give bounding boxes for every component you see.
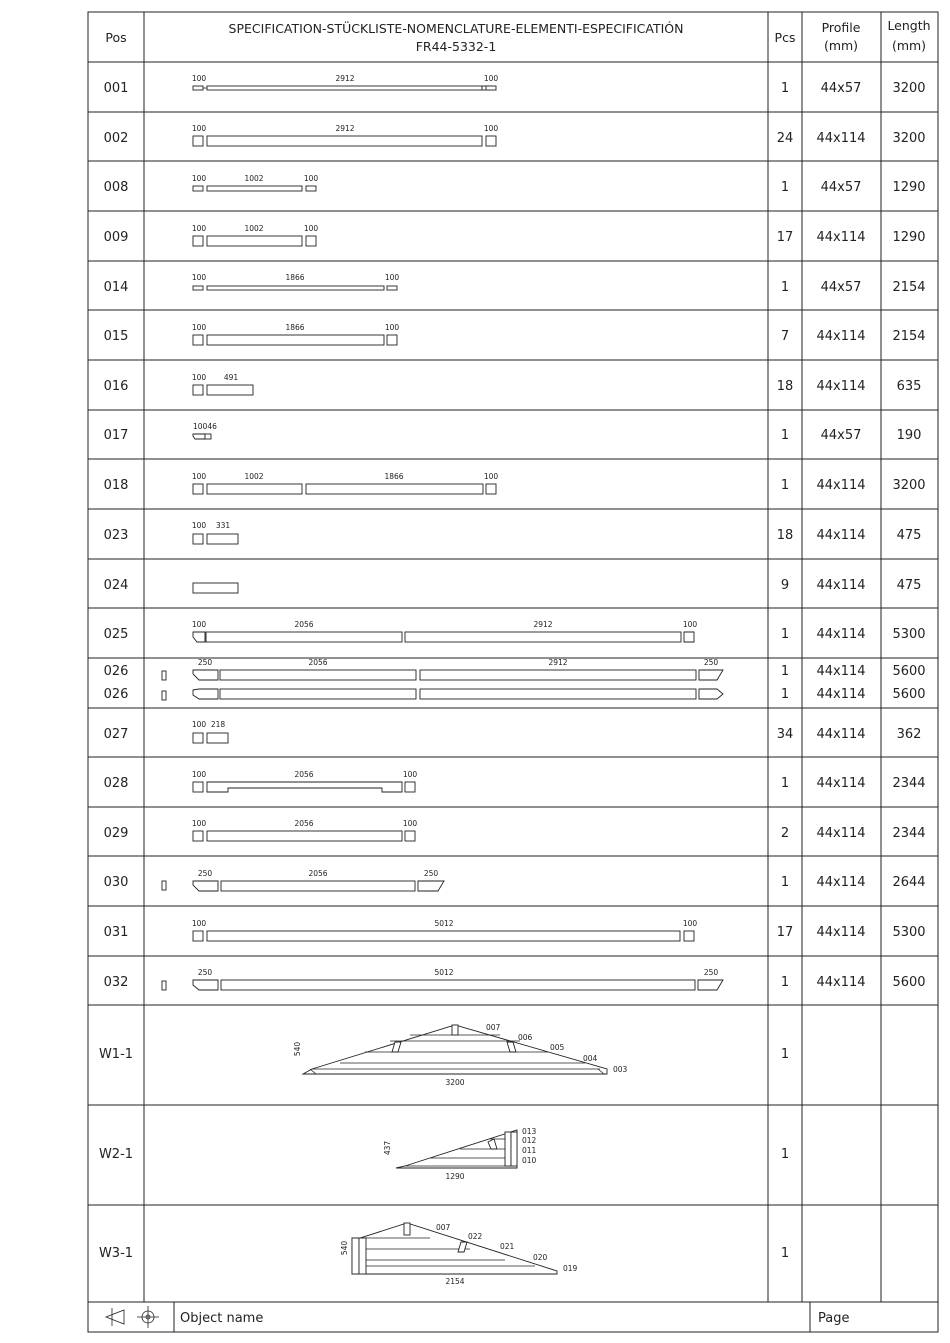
part-segment <box>193 335 203 345</box>
dimension-label: 100 <box>191 74 207 83</box>
row-pos: 023 <box>103 528 129 543</box>
dimension-label: 2056 <box>308 869 328 878</box>
dimension-label: 1866 <box>285 323 305 332</box>
height-dimension: 540 <box>340 1240 349 1256</box>
part-sketch <box>193 583 238 593</box>
row-profile: 44x114 <box>816 826 866 841</box>
member-label: 006 <box>518 1033 533 1042</box>
part-segment <box>207 86 482 90</box>
part-segment <box>193 286 203 290</box>
profile-section <box>162 881 166 890</box>
row-pos: 009 <box>103 230 129 245</box>
vertical-post <box>352 1238 359 1274</box>
row-length: 5600 <box>892 664 926 679</box>
row-profile: 44x114 <box>816 727 866 742</box>
header-drawing-number: FR44-5332-1 <box>415 39 497 54</box>
row-profile: 44x57 <box>820 81 862 96</box>
crosshair-icon <box>137 1306 159 1328</box>
row-length: 362 <box>896 727 922 742</box>
part-segment <box>193 689 218 699</box>
dimension-label: 100 <box>191 620 207 629</box>
parts-table <box>88 62 938 1205</box>
member-label: 012 <box>522 1136 537 1145</box>
dimension-label: 1002 <box>244 174 264 183</box>
row-length: 5300 <box>892 925 926 940</box>
dimension-label: 2912 <box>548 658 568 667</box>
king-post <box>452 1025 458 1035</box>
header-length: Length <box>887 18 931 33</box>
part-segment <box>193 236 203 246</box>
row-pcs: 1 <box>780 428 790 443</box>
profile-section <box>162 691 166 700</box>
dimension-label: 218 <box>210 720 226 729</box>
assembly-pos: W1-1 <box>98 1047 134 1062</box>
row-pcs: 1 <box>780 478 790 493</box>
page-label: Page <box>818 1311 850 1326</box>
row-length: 5300 <box>892 627 926 642</box>
row-pcs: 7 <box>780 329 790 344</box>
row-pcs: 1 <box>780 687 790 702</box>
dimension-label: 100 <box>682 919 698 928</box>
part-segment <box>486 136 496 146</box>
width-dimension: 2154 <box>445 1277 465 1286</box>
row-length: 2154 <box>892 329 926 344</box>
part-segment <box>193 782 203 792</box>
dimension-label: 100 <box>303 224 319 233</box>
part-segment <box>207 931 680 941</box>
member-label: 007 <box>436 1223 451 1232</box>
row-length: 475 <box>896 528 922 543</box>
dimension-label: 250 <box>423 869 439 878</box>
dimension-label: 100 <box>384 273 400 282</box>
part-segment <box>207 385 253 395</box>
part-sketch <box>192 819 418 841</box>
row-length: 2644 <box>892 875 926 890</box>
row-pcs: 1 <box>780 180 790 195</box>
member-label: 007 <box>486 1023 501 1032</box>
part-sketch <box>162 968 723 990</box>
truss-drawing <box>340 1223 578 1286</box>
row-profile: 44x57 <box>820 280 862 295</box>
row-profile: 44x114 <box>816 379 866 394</box>
part-segment <box>206 632 402 642</box>
profile-section <box>162 981 166 990</box>
width-dimension: 1290 <box>445 1172 465 1181</box>
row-profile: 44x114 <box>816 875 866 890</box>
assembly-table <box>99 1023 789 1286</box>
row-pos: 032 <box>103 975 129 990</box>
part-segment <box>193 434 205 439</box>
row-pos: 027 <box>103 727 129 742</box>
part-segment <box>306 236 316 246</box>
row-pos: 024 <box>103 578 129 593</box>
row-profile: 44x114 <box>816 627 866 642</box>
row-length: 5600 <box>892 687 926 702</box>
member-label: 011 <box>522 1146 537 1155</box>
part-segment <box>207 286 384 290</box>
row-profile: 44x114 <box>816 329 866 344</box>
row-pcs: 2 <box>780 826 790 841</box>
part-segment <box>207 733 228 743</box>
part-sketch <box>192 224 319 246</box>
member-label: 021 <box>500 1242 515 1251</box>
part-sketch <box>192 770 418 792</box>
row-length: 2344 <box>892 776 926 791</box>
dimension-label: 250 <box>703 658 719 667</box>
row-profile: 44x114 <box>816 925 866 940</box>
row-length: 635 <box>896 379 922 394</box>
part-segment <box>405 782 415 792</box>
row-pos: 008 <box>103 180 129 195</box>
dimension-label: 5012 <box>434 919 454 928</box>
dimension-label: 2056 <box>308 658 328 667</box>
vertical-post <box>359 1238 366 1274</box>
projection-symbol-icon <box>106 1308 124 1326</box>
dimension-label: 2056 <box>294 620 314 629</box>
member-label: 019 <box>563 1264 578 1273</box>
part-segment <box>193 186 203 191</box>
part-segment <box>207 335 384 345</box>
row-pcs: 34 <box>776 727 794 742</box>
row-length: 475 <box>896 578 922 593</box>
dimension-label: 100 <box>682 620 698 629</box>
part-segment <box>193 534 203 544</box>
header-pos: Pos <box>105 30 127 45</box>
assembly-pcs: 1 <box>780 1047 790 1062</box>
dimension-label: 100 <box>191 174 207 183</box>
row-pos: 001 <box>103 81 129 96</box>
dimension-label: 2056 <box>294 770 314 779</box>
row-pcs: 1 <box>780 627 790 642</box>
row-pos: 026 <box>103 664 129 679</box>
row-profile: 44x114 <box>816 664 866 679</box>
truss-drawing <box>293 1023 628 1087</box>
header-length-unit: (mm) <box>891 38 927 53</box>
member-label: 022 <box>468 1232 483 1241</box>
part-sketch <box>192 620 698 642</box>
part-segment <box>306 186 316 191</box>
part-segment <box>193 86 203 90</box>
king-post <box>404 1223 410 1235</box>
dimension-label: 100 <box>191 472 207 481</box>
row-pcs: 1 <box>780 975 790 990</box>
row-length: 2344 <box>892 826 926 841</box>
dimension-label: 100 <box>191 124 207 133</box>
row-profile: 44x114 <box>816 687 866 702</box>
row-pcs: 1 <box>780 664 790 679</box>
row-pos: 014 <box>103 280 129 295</box>
part-segment <box>207 186 302 191</box>
row-pcs: 17 <box>776 230 794 245</box>
row-length: 3200 <box>892 81 926 96</box>
row-pos: 016 <box>103 379 129 394</box>
title-block <box>88 1302 938 1332</box>
dimension-label: 100 <box>191 770 207 779</box>
dimension-label: 100 <box>402 770 418 779</box>
part-segment <box>193 670 218 680</box>
dimension-label: 100 <box>191 919 207 928</box>
part-segment <box>420 670 696 680</box>
vertical-post <box>505 1132 511 1166</box>
row-pcs: 17 <box>776 925 794 940</box>
part-segment <box>684 632 694 642</box>
member-label: 004 <box>583 1054 598 1063</box>
assembly-pcs: 1 <box>780 1246 790 1261</box>
dimension-label: 100 <box>191 819 207 828</box>
truss-drawing <box>383 1127 537 1181</box>
row-pos: 025 <box>103 627 129 642</box>
row-length: 1290 <box>892 230 926 245</box>
part-segment <box>221 881 415 891</box>
part-sketch <box>162 658 723 700</box>
part-segment <box>193 733 203 743</box>
part-segment <box>193 632 205 642</box>
dimension-label: 100 <box>483 472 499 481</box>
row-pos: 018 <box>103 478 129 493</box>
row-profile: 44x114 <box>816 478 866 493</box>
part-segment <box>387 335 397 345</box>
row-pcs: 1 <box>780 280 790 295</box>
header-profile: Profile <box>821 20 861 35</box>
dimension-label: 1866 <box>285 273 305 282</box>
part-sketch <box>192 124 499 146</box>
table-header <box>105 18 930 54</box>
row-pcs: 1 <box>780 875 790 890</box>
row-profile: 44x114 <box>816 776 866 791</box>
dimension-label: 100 <box>402 819 418 828</box>
row-length: 5600 <box>892 975 926 990</box>
row-profile: 44x114 <box>816 131 866 146</box>
member-label: 005 <box>550 1043 565 1052</box>
part-segment <box>699 689 723 699</box>
part-sketch <box>192 720 228 743</box>
table-row <box>104 428 922 443</box>
dimension-label: 10046 <box>193 422 217 431</box>
dimension-label: 100 <box>303 174 319 183</box>
object-name-label: Object name <box>180 1311 264 1326</box>
dimension-label: 1002 <box>244 224 264 233</box>
part-segment <box>405 632 681 642</box>
row-pos: 015 <box>103 329 129 344</box>
row-pos: 026 <box>103 687 129 702</box>
part-segment <box>207 484 302 494</box>
row-profile: 44x57 <box>820 428 862 443</box>
row-profile: 44x57 <box>820 180 862 195</box>
dimension-label: 1002 <box>244 472 264 481</box>
part-segment <box>699 670 723 680</box>
row-pcs: 18 <box>776 528 794 543</box>
part-sketch <box>192 273 400 290</box>
dimension-label: 100 <box>384 323 400 332</box>
part-segment <box>698 980 723 990</box>
part-sketch <box>193 422 217 439</box>
part-segment <box>207 136 482 146</box>
dimension-label: 491 <box>223 373 239 382</box>
dimension-label: 100 <box>191 521 207 530</box>
dimension-label: 2056 <box>294 819 314 828</box>
part-segment <box>193 980 218 990</box>
row-pcs: 1 <box>780 81 790 96</box>
part-segment <box>207 831 402 841</box>
member-label: 010 <box>522 1156 537 1165</box>
part-sketch <box>192 323 400 345</box>
row-pcs: 24 <box>776 131 794 146</box>
dimension-label: 100 <box>191 373 207 382</box>
part-segment <box>221 980 695 990</box>
part-segment <box>486 86 496 90</box>
dimension-label: 2912 <box>335 124 355 133</box>
dimension-label: 100 <box>483 74 499 83</box>
part-segment <box>193 385 203 395</box>
header-profile-unit: (mm) <box>823 38 859 53</box>
row-length: 1290 <box>892 180 926 195</box>
part-segment <box>207 782 402 792</box>
part-sketch <box>192 472 499 494</box>
part-segment <box>684 931 694 941</box>
row-pcs: 1 <box>780 776 790 791</box>
dimension-label: 331 <box>215 521 231 530</box>
part-segment <box>193 881 218 891</box>
part-sketch <box>162 869 444 891</box>
part-segment <box>193 136 203 146</box>
row-profile: 44x114 <box>816 528 866 543</box>
part-segment <box>205 434 211 439</box>
row-pcs: 18 <box>776 379 794 394</box>
part-sketch <box>192 373 253 395</box>
dimension-label: 1866 <box>384 472 404 481</box>
part-sketch <box>192 521 238 544</box>
dimension-label: 100 <box>483 124 499 133</box>
dimension-label: 250 <box>197 869 213 878</box>
part-segment <box>193 484 203 494</box>
part-segment <box>306 484 483 494</box>
dimension-label: 250 <box>197 658 213 667</box>
dimension-label: 100 <box>191 720 207 729</box>
assembly-pos: W3-1 <box>98 1246 134 1261</box>
part-segment <box>220 689 416 699</box>
part-segment <box>420 689 696 699</box>
row-length: 190 <box>896 428 922 443</box>
row-profile: 44x114 <box>816 230 866 245</box>
assembly-pcs: 1 <box>780 1147 790 1162</box>
width-dimension: 3200 <box>445 1078 465 1087</box>
profile-section <box>162 671 166 680</box>
dimension-label: 2912 <box>533 620 553 629</box>
row-profile: 44x114 <box>816 975 866 990</box>
dimension-label: 250 <box>703 968 719 977</box>
part-segment <box>418 881 444 891</box>
row-length: 2154 <box>892 280 926 295</box>
dimension-label: 100 <box>191 323 207 332</box>
row-pos: 029 <box>103 826 129 841</box>
header-title: SPECIFICATION-STÜCKLISTE-NOMENCLATURE-ELEMENTI-ESPECIFICATIÓN <box>228 21 684 36</box>
vertical-post <box>511 1132 517 1166</box>
member-label: 020 <box>533 1253 548 1262</box>
row-pos: 002 <box>103 131 129 146</box>
part-sketch <box>192 919 698 941</box>
member-label: 013 <box>522 1127 537 1136</box>
part-segment <box>220 670 416 680</box>
row-pos: 028 <box>103 776 129 791</box>
row-pos: 017 <box>103 428 129 443</box>
row-pos: 031 <box>103 925 129 940</box>
part-sketch <box>192 74 499 90</box>
part-segment <box>387 286 397 290</box>
part-segment <box>207 534 238 544</box>
row-pcs: 9 <box>780 578 790 593</box>
dimension-label: 250 <box>197 968 213 977</box>
dimension-label: 100 <box>191 273 207 282</box>
row-pos: 030 <box>103 875 129 890</box>
dimension-label: 5012 <box>434 968 454 977</box>
part-segment <box>486 484 496 494</box>
height-dimension: 540 <box>293 1041 302 1057</box>
row-length: 3200 <box>892 131 926 146</box>
part-segment <box>207 236 302 246</box>
dimension-label: 100 <box>191 224 207 233</box>
row-profile: 44x114 <box>816 578 866 593</box>
header-pcs: Pcs <box>774 30 796 45</box>
part-sketch <box>192 174 319 191</box>
part-segment <box>405 831 415 841</box>
assembly-pos: W2-1 <box>98 1147 134 1162</box>
dimension-label: 2912 <box>335 74 355 83</box>
row-length: 3200 <box>892 478 926 493</box>
part-segment <box>193 831 203 841</box>
member-label: 003 <box>613 1065 628 1074</box>
part-segment <box>193 931 203 941</box>
height-dimension: 437 <box>383 1140 392 1156</box>
part-segment <box>193 583 238 593</box>
